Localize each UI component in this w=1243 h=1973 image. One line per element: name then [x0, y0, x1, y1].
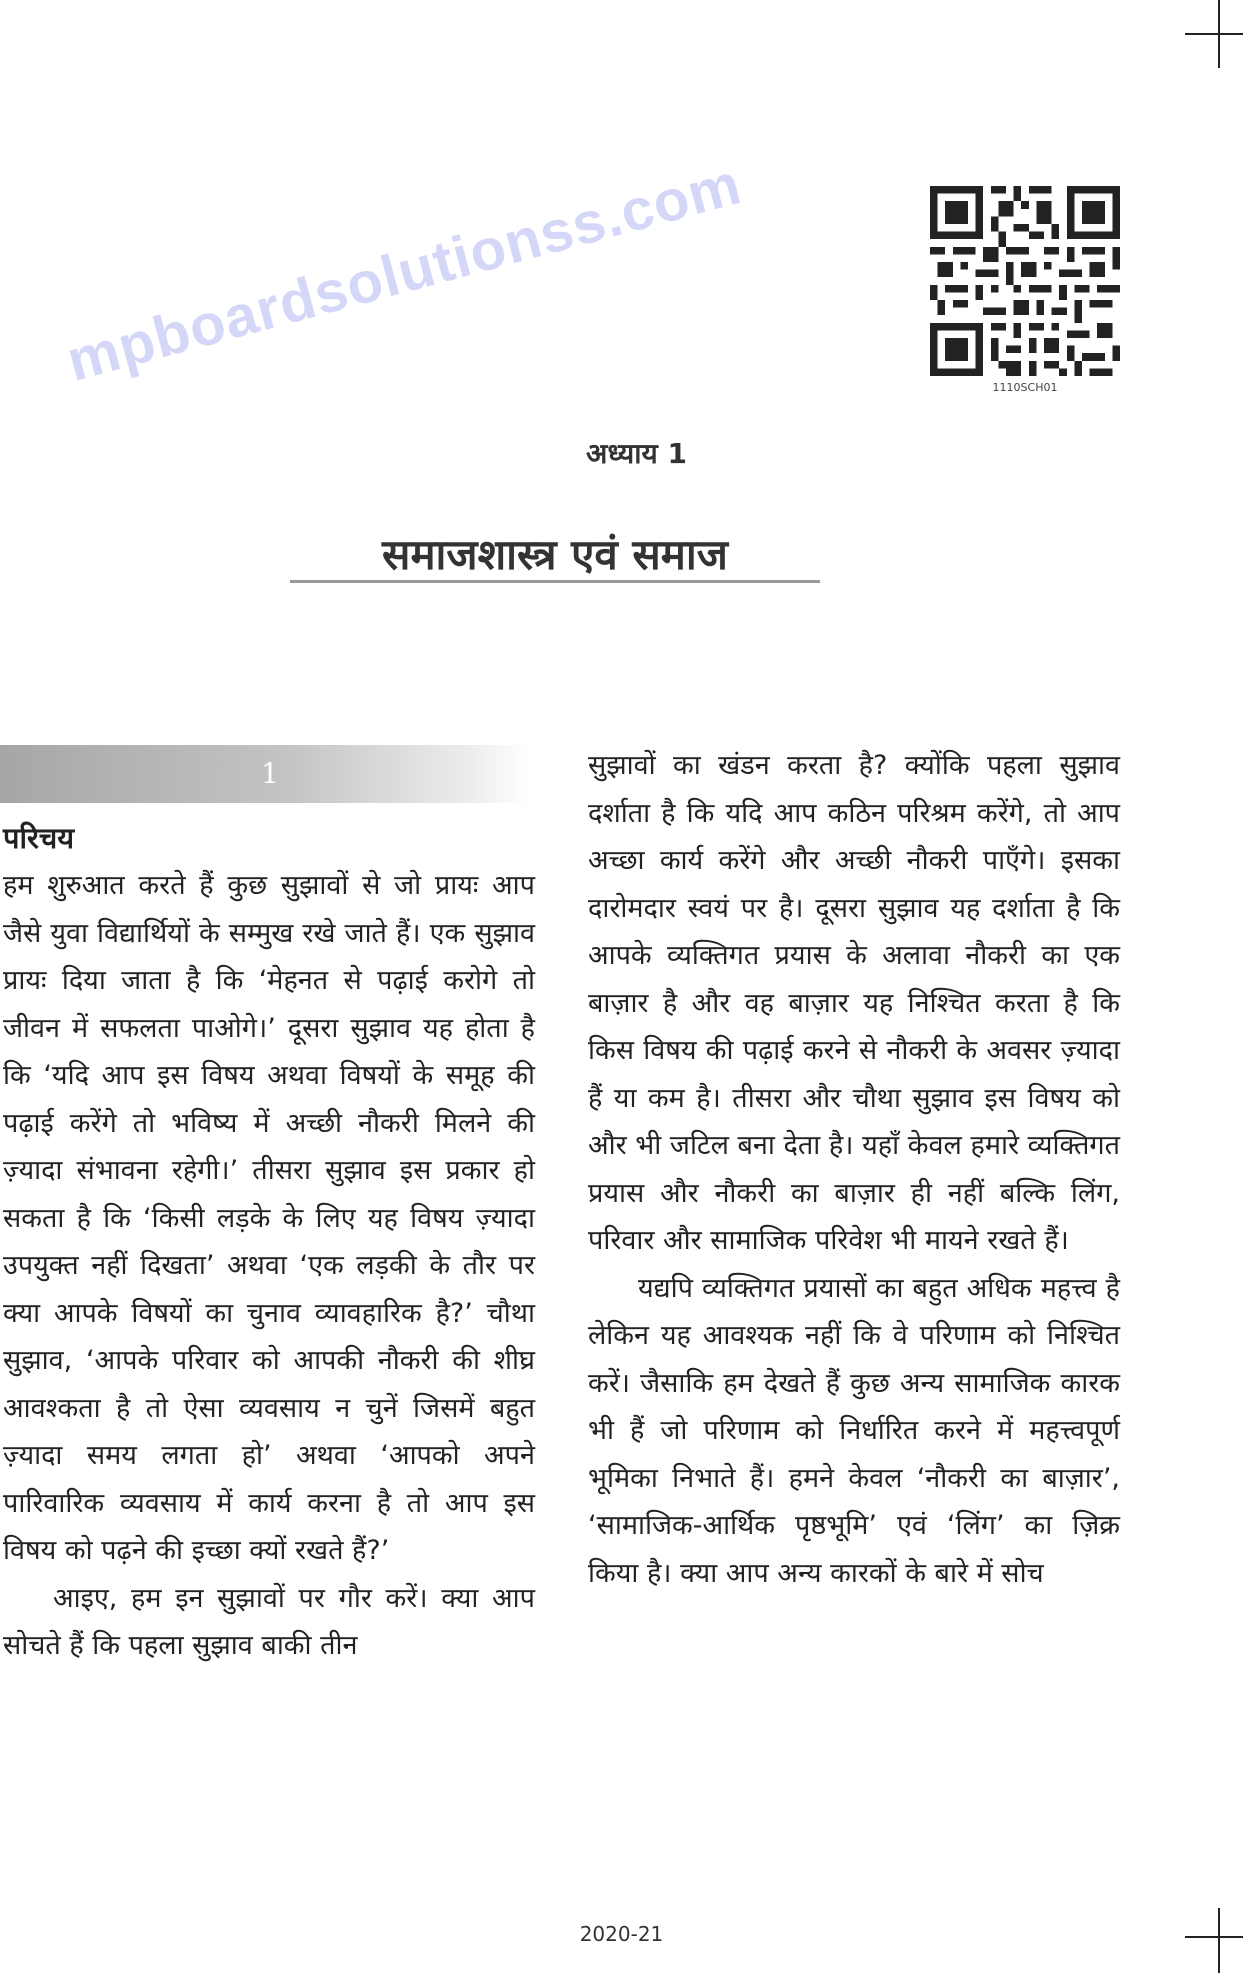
paragraph: हम शुरुआत करते हैं कुछ सुझावों से जो प्रायः आप जैसे युवा विद्यार्थियों के सम्मुख रखे जाते हैं। एक सुझाव प्रायः दिया जाता है कि ‘मेहनत से पढ़ाई करोगे तो जीवन में सफलता पाओगे।’ दूसरा सुझाव यह होता है कि ‘यदि आप इस विषय अथवा विषयों के समूह की पढ़ाई करेंगे तो भविष्य में अच्छी नौकरी मिलने की ज़्यादा संभावना रहेगी।’ तीसरा सुझाव इस प्रकार हो सकता है कि ‘किसी लड़के के लिए यह विषय ज़्यादा उपयुक्त नहीं दिखता’ अथवा ‘एक लड़की के तौर पर क्या आपके विषयों का चुनाव व्यावहारिक है?’ चौथा सुझाव, ‘आपके परिवार को आपकी नौकरी की शीघ्र आवश्कता है तो ऐसा व्यवसाय न चुनें जिसमें बहुत ज़्यादा समय लगता हो’ अथवा ‘आपको अपने पारिवारिक व्यवसाय में कार्य करना है तो आप इस विषय को पढ़ने की इच्छा क्यों रखते हैं?’ — [3, 870, 535, 1566]
right-column — [588, 742, 1120, 1597]
crop-mark-top-right-h — [1185, 33, 1243, 35]
page-footer-year: 2020-21 — [579, 1922, 664, 1946]
left-column — [3, 862, 535, 1670]
paragraph: सुझावों का खंडन करता है? क्योंकि पहला सुझाव दर्शाता है कि यदि आप कठिन परिश्रम करेंगे, तो आप अच्छा कार्य करेंगे और अच्छी नौकरी पाएँगे। इसका दारोमदार स्वयं पर है। दूसरा सुझाव यह दर्शाता है कि आपके व्यक्तिगत प्रयास के अलावा नौकरी का एक बाज़ार है और वह बाज़ार यह निश्चित करता है कि किस विषय की पढ़ाई करने से नौकरी के अवसर ज़्यादा हैं या कम है। तीसरा और चौथा सुझाव इस विषय को और भी जटिल बना देता है। यहाँ केवल हमारे व्यक्तिगत प्रयास और नौकरी का बाज़ार ही नहीं बल्कि लिंग, परिवार और सामाजिक परिवेश भी मायने रखते हैं। — [588, 750, 1120, 1256]
qr-code-image — [930, 186, 1120, 376]
watermark: mpboardsolutionss.com — [60, 151, 748, 394]
chapter-label: अध्याय 1 — [586, 437, 687, 470]
chapter-title: समाजशास्त्र एवं समाज — [382, 530, 728, 579]
section-heading: परिचय — [3, 821, 75, 855]
title-underline — [290, 580, 820, 583]
paragraph: आइए, हम इन सुझावों पर गौर करें। क्या आप सोचते हैं कि पहला सुझाव बाकी तीन — [3, 1582, 535, 1661]
section-number: 1 — [261, 757, 279, 790]
qr-code-id: 1110SCH01 — [992, 381, 1058, 394]
paragraph: यद्यपि व्यक्तिगत प्रयासों का बहुत अधिक महत्त्व है लेकिन यह आवश्यक नहीं कि वे परिणाम को निश्चित करें। जैसाकि हम देखते हैं कुछ अन्य सामाजिक कारक भी हैं जो परिणाम को निर्धारित करने में महत्त्वपूर्ण भूमिका निभाते हैं। हमने केवल ‘नौकरी का बाज़ार’, ‘सामाजिक-आर्थिक पृष्ठभूमि’ एवं ‘लिंग’ का ज़िक्र किया है। क्या आप अन्य कारकों के बारे में सोच — [588, 1272, 1120, 1589]
